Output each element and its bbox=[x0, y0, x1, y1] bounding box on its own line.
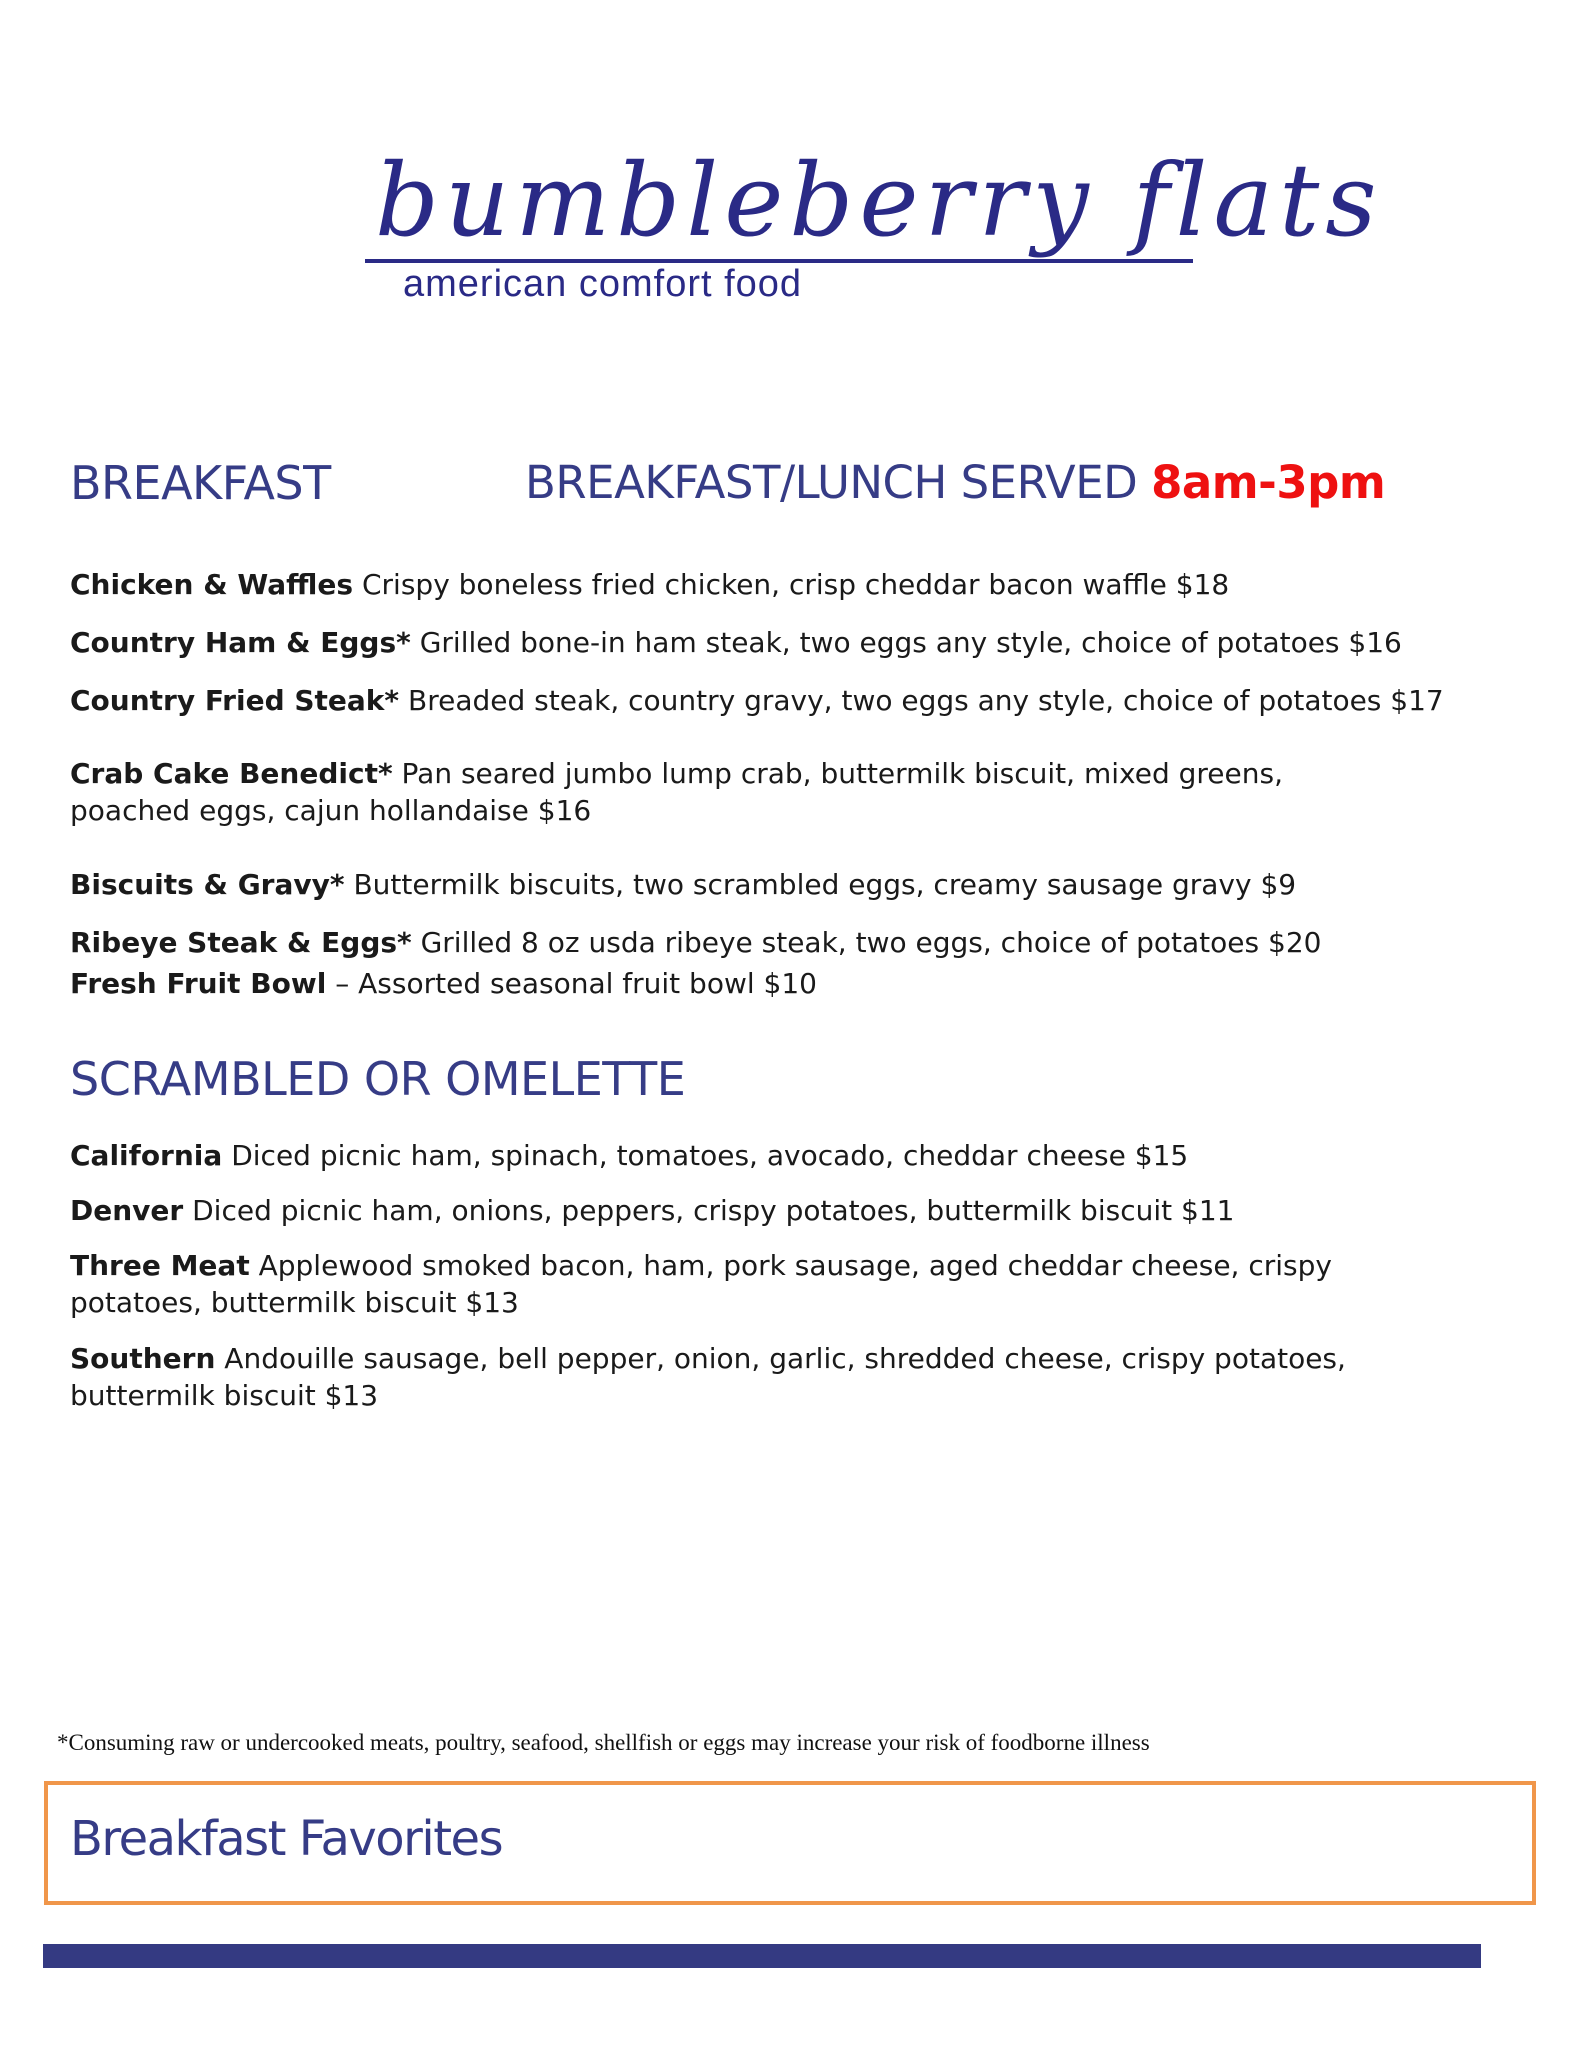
breakfast-heading: BREAKFAST bbox=[70, 456, 331, 510]
menu-item bbox=[70, 624, 1450, 661]
menu-item-name: California bbox=[70, 1139, 223, 1172]
menu-item bbox=[70, 1137, 1450, 1174]
menu-item bbox=[70, 866, 1450, 903]
breakfast-favorites-title: Breakfast Favorites bbox=[70, 1811, 503, 1867]
menu-item-name: Country Ham & Eggs* bbox=[70, 626, 411, 659]
menu-item-description: Buttermilk biscuits, two scrambled eggs, creamy sausage gravy $9 bbox=[353, 868, 1297, 901]
menu-item-description: Grilled 8 oz usda ribeye steak, two eggs, choice of potatoes $20 bbox=[420, 926, 1322, 959]
menu-item-description: Applewood smoked bacon, ham, pork sausage, aged cheddar cheese, crispy potatoes, buttermilk biscuit $13 bbox=[70, 1249, 1332, 1319]
logo-tagline: american comfort food bbox=[403, 263, 803, 305]
menu-item bbox=[70, 965, 1450, 1002]
menu-item-name: Chicken & Waffles bbox=[70, 568, 354, 601]
served-hours-line bbox=[525, 456, 1385, 509]
menu-item-name: Biscuits & Gravy* bbox=[70, 868, 345, 901]
menu-item-description: Andouille sausage, bell pepper, onion, garlic, shredded cheese, crispy potatoes, buttermilk biscuit $13 bbox=[70, 1342, 1346, 1412]
menu-item-description: Pan seared jumbo lump crab, buttermilk biscuit, mixed greens, poached eggs, cajun hollandaise $16 bbox=[70, 757, 1283, 827]
menu-item-description: Grilled bone-in ham steak, two eggs any style, choice of potatoes $16 bbox=[419, 626, 1402, 659]
menu-item bbox=[70, 1192, 1450, 1229]
menu-item-name: Fresh Fruit Bowl bbox=[70, 967, 327, 1000]
served-hours: 8am-3pm bbox=[1151, 456, 1386, 509]
menu-item-name: Three Meat bbox=[70, 1249, 250, 1282]
breakfast-favorites-box bbox=[44, 1781, 1536, 1905]
omelette-heading: SCRAMBLED OR OMELETTE bbox=[70, 1052, 686, 1106]
restaurant-logo bbox=[365, 142, 1383, 315]
served-label: BREAKFAST/LUNCH SERVED bbox=[525, 456, 1138, 509]
footer-bar bbox=[43, 1944, 1481, 1968]
menu-item bbox=[70, 755, 1360, 829]
menu-item bbox=[70, 1340, 1470, 1414]
menu-item bbox=[70, 924, 1450, 961]
menu-item-description: Diced picnic ham, spinach, tomatoes, avocado, cheddar cheese $15 bbox=[231, 1139, 1189, 1172]
foodborne-illness-disclaimer: *Consuming raw or undercooked meats, poultry, seafood, shellfish or eggs may increase your risk of foodborne illness bbox=[57, 1730, 1150, 1755]
menu-item-description: Crispy boneless fried chicken, crisp cheddar bacon waffle $18 bbox=[361, 568, 1230, 601]
menu-item bbox=[70, 566, 1450, 603]
menu-item-name: Southern bbox=[70, 1342, 216, 1375]
menu-item-description: Diced picnic ham, onions, peppers, crispy potatoes, buttermilk biscuit $11 bbox=[192, 1194, 1235, 1227]
logo-script-wordmark: bumbleberry flats bbox=[375, 142, 1383, 259]
menu-item-name: Denver bbox=[70, 1194, 184, 1227]
menu-item-description: Breaded steak, country gravy, two eggs any style, choice of potatoes $17 bbox=[407, 684, 1444, 717]
menu-item bbox=[70, 1247, 1450, 1321]
menu-item-name: Ribeye Steak & Eggs* bbox=[70, 926, 412, 959]
menu-item-description: – Assorted seasonal fruit bowl $10 bbox=[335, 967, 817, 1000]
menu-item-name: Country Fried Steak* bbox=[70, 684, 400, 717]
menu-item-name: Crab Cake Benedict* bbox=[70, 757, 393, 790]
menu-item bbox=[70, 682, 1450, 719]
